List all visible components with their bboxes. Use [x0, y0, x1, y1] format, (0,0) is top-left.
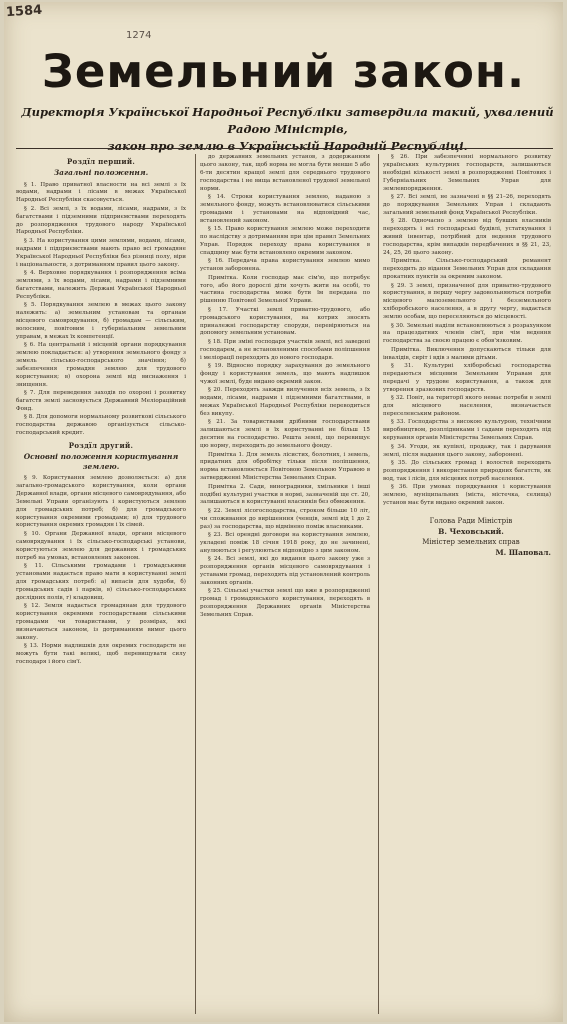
paragraph: § 21. За товариствами дрібними господарствами залишаються землі в їх користуванні не більш 15 десятин на господарство. Решта землі, що перевищує цю норму, переходить до земельного фонду.	[200, 419, 370, 450]
paragraph: § 28. Одночасно з землею від бувших власників переходять і всі господарські будівлі, устаткування і живий інвентар, потрібний для ведення трудового господарства, крім випадків передбачених в §§ 21, 23, 24, 25, 26 цього закону.	[383, 218, 551, 256]
paragraph: § 14. Строки користування землею, наданою з земельного фонду, можуть встановлюватися сільськими громадами і установами на відповідний час, встановлений законом.	[200, 194, 370, 224]
page-title: Земельний закон.	[41, 45, 526, 98]
note: Примітка 1. Для земель лісистих, болотних, і земель, придатних для обробітку тільки після поліпшення, норма встановлюється Повітовою Земельною Управою в затвердженні Міністерства Земельних Справ.	[200, 451, 370, 482]
paragraph: § 19. Відносно порядку зарахування до земельного фонду і користування земель, що мають надлишок чужої землі, буде видано окремий закон.	[200, 363, 370, 385]
paragraph: § 3. На користування цими землями, водами, лісами, надрами і підприємствами мають право всі громадяне Української Народньої Республіки без різниці полу, віри і національности, з дотриманням правил цього закону.	[16, 237, 186, 268]
paragraph: § 1. Право приватної власности на всі землі з їх водами, надрами і лісами в межах Української Народньої Республіки скасовується.	[16, 181, 186, 204]
stamp-number: 1274	[126, 30, 152, 41]
paragraph: § 31. Культурні хліборобські господарства передаються місцевим Земельним Управам для передачі у трудове користування, а також для утворення зразкових господарств.	[383, 363, 551, 393]
note: Примітка 2. Сади, виноградники, хмільники і інші подібні культурні участки в нормі, зазначеній ще ст. 20, залишаються в користуванні власників без обмеження.	[200, 483, 370, 506]
note: Примітка. Коли господар має сім'ю, що потребує того, або його дорослі діти хочуть жити на особі, то частина господарства може бути їм передана по рішенню Повітової Земельної Управи.	[200, 274, 370, 305]
note: Примітка. Виключення допускаються тільки для інвалідів, сиріт і вдів з малими дітьми.	[383, 346, 551, 361]
paragraph: § 7. Для переведення заходів по охороні і розвитку багатств землі засновується Державний Меліораційний Фонд.	[16, 390, 186, 412]
paragraph: § 34. Угоди, як купівлі, продажу, так і дарування землі, після надання цього закону, заборонені.	[383, 443, 551, 458]
paragraph: § 12. Земля надається громадянам для трудового користування окремими господарствами сільськими громадами чи товариствами, у розмірах, які визначаються законом, із дотриманням вимог цього закону.	[16, 603, 186, 641]
section-1-title: Загальні положення.	[53, 168, 149, 177]
text-column-1	[16, 154, 186, 667]
section-2-title: Основні положення користування землею.	[23, 452, 179, 471]
paragraph: § 15. Право користування землею може переходити по наслідству з дотриманням при цім правил Земельних Управ. Порядок переходу права користування в спадщину має бути встановлено окремим законом.	[200, 226, 370, 256]
paragraph: § 9. Користування землею дозволяється: а) для загально-громадського користування, коли органи Державної влади, органи місцевого самоврядування, або Земельні Управи організують і користуються землею для громадських потреб; б) для громадського користування окремими громадами; в) для трудового користування окремих громадян і їх сімей.	[16, 475, 186, 529]
paragraph: § 25. Сільські участки землі що вже в розпорядженні громад і громадянського користування, переходять в розпорядження Державних органів Міністерства Земельних Справ.	[200, 588, 370, 619]
signatory-title: Голова Ради Міністрів	[429, 517, 513, 526]
subtitle-line-1: Директорія Української Народньої Республіки затвердила такий, ухвалений Радою Міністрів,	[21, 105, 554, 136]
text-column-2	[200, 154, 370, 621]
paragraph: § 4. Верховне порядкування і розпорядження всіма землями, з їх водами, лісами, надрами і підземними багатствами, належить Державі Української Народньої Республіки.	[16, 269, 186, 300]
paragraph: § 8. Для допомоги нормальному розвиткові сільського господарства державою організується сільсько-господарський кредит.	[16, 414, 186, 437]
paragraph: § 32. Повіт, на території якого немає потреби в землі для місцевого населення, визначається переселенським районом.	[383, 395, 551, 417]
subtitle-line-2: закон про землю в Українській Народній Республіці.	[107, 139, 468, 153]
note: Примітка. Сільсько-господарський реманент переходить до відання Земельних Управ для складання прокатних пунктів за окремим законом.	[383, 258, 551, 281]
section-1-label: Роздїл перший.	[66, 157, 136, 166]
paragraph: § 23. Всі орендні договори на користування землею, укладені поміж 18 січня 1918 року, до не зачинені, анулюються і регулюються відповідно з цим законом.	[200, 532, 370, 554]
signatory-name-text: В. Чеховський.	[438, 526, 504, 536]
column-divider	[195, 154, 196, 1014]
paragraph: § 16. Передача права користування землею мимо установ заборонена.	[200, 258, 370, 273]
archive-number: 1584	[5, 2, 43, 21]
paragraph: § 5. Порядкування землею в межах цього закону належить: а) земельним установам та органам місцевого самоврядування, б) громадам — сільським, волосним, повітовим і губерніальним земельним управам, в межах їх компетенції.	[16, 302, 186, 340]
paragraph: § 26. При забезпеченні нормального розвитку українських культурних господарств, залишаються необхідні кількості землі в розпорядженні Повітових і Губерніальних Земельних Управ для землевпорядження.	[383, 154, 551, 192]
paragraph: § 6. На центральній і місцевій органи порядкування землею покладається: а) утворення земельного фонду з земель сільсько-господарського значіння; б) забезпечення громадян землею для трудового користування; в) охорона землі від виснаження і знищення.	[16, 342, 186, 388]
paragraph: § 29. З землі, призначеної для приватно-трудового користування, в першу чергу задовольняються потреби місцевого малоземельного і безземельного хліборобського населення, а в другу чергу, надається землю особам, що переселяються до місцевості.	[383, 282, 551, 321]
paragraph: § 18. При зміні господаря участків землі, всі заведені господарем, а не встановленими способами поліпшення і меліорації переходять до нового господаря.	[200, 338, 370, 361]
signatory-name	[383, 527, 551, 537]
paragraph: § 20. Переходять завжди вилучення всіх земель, з їх водами, лісами, надрами і підземними багатствами, в межах Української Народньої Республіки переводиться без викупу.	[200, 387, 370, 417]
paragraph: § 17. Участкі землі приватно-трудового, або громадського користування, на котрих зносять приналежні господарству споруди, перевіряються на допомогу земельним установам.	[200, 306, 370, 337]
paragraph: § 24. Всі землі, які до видання цього закону уже з розпорядження органів місцевого самоврядування і уставами громад, переходять під установлений контроль законних органів.	[200, 556, 371, 587]
paragraph: § 27. Всі землі, не зазначені в §§ 21–26, переходять до порядкування Земельних Управ і складають загальний земельний фонд Української Республіки.	[383, 194, 551, 216]
signatory-name-2-text: М. Шаповал.	[495, 547, 551, 557]
paragraph: § 36. При умовах порядкування і користування землею, муніципальних (міста, містечка, селища) установ має бути видано окремий закон.	[383, 484, 551, 506]
paragraph: до державних земельних установ, з додержанням цього закону, так, щоб норма не могла бути менше 5 або 6-ти десятин кращої землі для середнього трудового господарства і не вища встановленої трудової земельної норми.	[200, 154, 370, 192]
signatory-title-2: Міністер земельних справ	[422, 538, 520, 547]
paragraph: § 10. Органи Державної влади, органи місцевого самоврядування і їх сільсько-господарські установи, користуються землею для державних і громадських потреб на умовах, встановлених законом.	[16, 530, 186, 561]
header-divider	[16, 148, 553, 149]
paragraph: § 13. Норми надлишків для окремих господарств не можуть бути такі великі, щоб перевищувати силу господаря і його сім'ї.	[16, 643, 186, 665]
column-divider	[378, 154, 379, 1014]
paragraph: § 2. Всі землі, з їх водами, лісами, надрами, з їх багатствами і підземними підприємствами переходять до розпорядження трудового народу Української Народньої Республіки.	[16, 205, 186, 236]
signatory-name-2	[383, 548, 551, 558]
paragraph: § 33. Господарства з високою культурою, технічним виробництвом, розплідниками і садами переходять під керування органів Міністерства Земельних Справ.	[383, 419, 551, 442]
paragraph: § 35. До сільських громад і волостей переходить розпорядження і використання природних багатств, як вод, так і лісів, для місцевих потреб населення.	[383, 459, 551, 482]
text-column-3	[383, 154, 551, 558]
paragraph: § 11. Сільськими громадами і громадськими установами надається право мати в користуванні землі для громадських потреб: а) випасів для худоби, б) громадських садів і парків, в) сільсько-господарських дослідних полів, г) кладовищ.	[16, 562, 186, 601]
paragraph: § 22. Землі лісогосподарства, строком більше 10 літ, чи споживання до вирішенння (ченців, землі від 1 до 2 раз) за господарства, що відмінено поміж власниками.	[200, 507, 370, 530]
paragraph: § 30. Земельні наділи встановлюються з розрахунком на працездатних членів сім'ї, при чім ведення господарства за своєю працею є обов'язковим.	[383, 322, 551, 345]
section-2-label: Роздїл другий.	[68, 441, 134, 450]
